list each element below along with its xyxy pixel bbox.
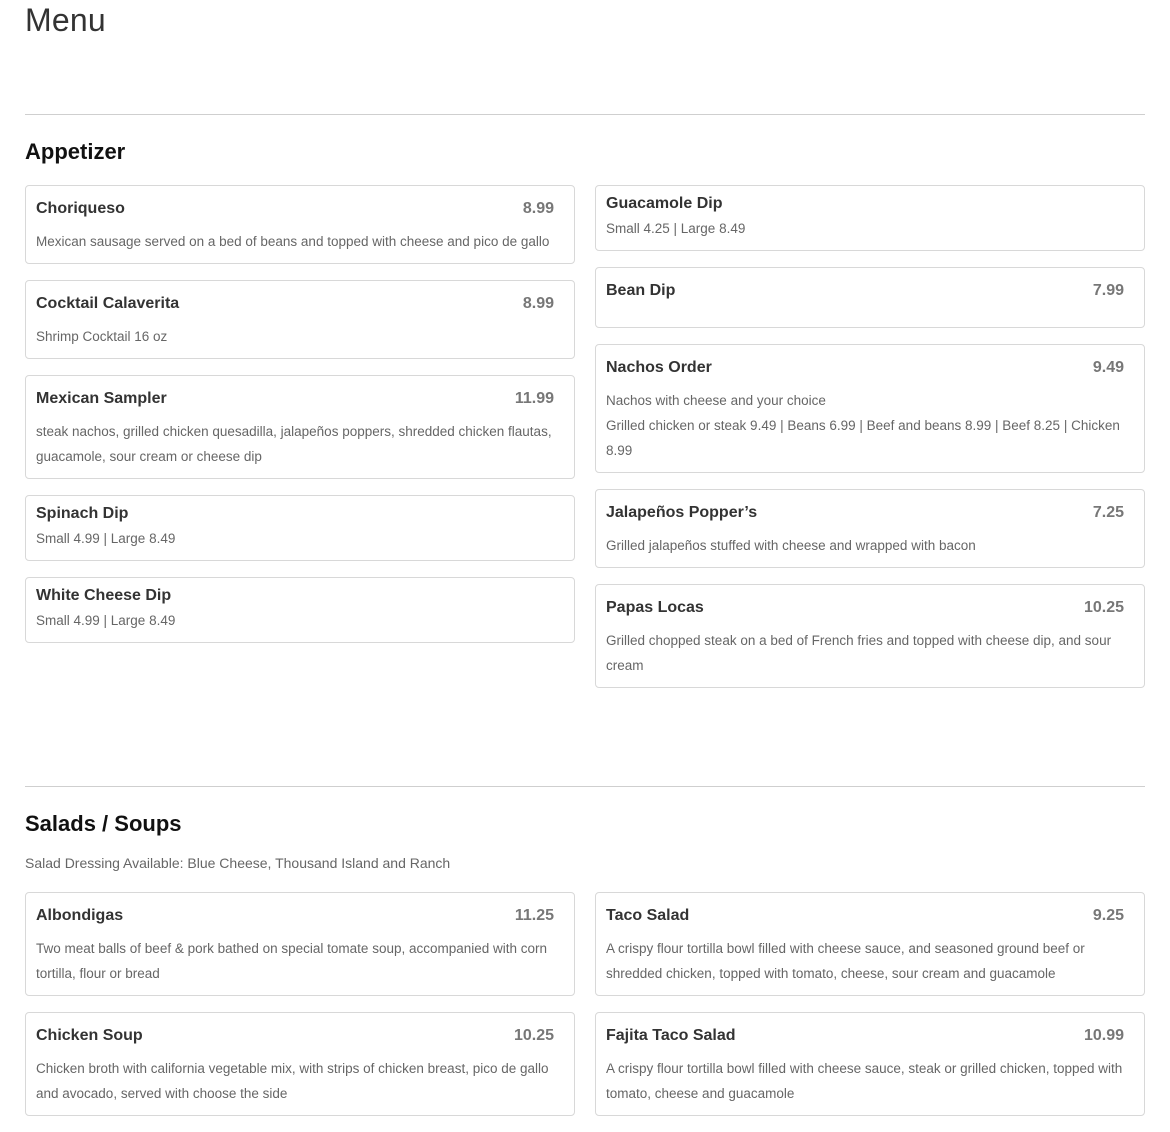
menu-item-header — [36, 584, 554, 608]
section-divider — [25, 114, 1145, 115]
menu-item-name: Fajita Taco Salad — [606, 1027, 736, 1044]
menu-item-price: 9.25 — [1092, 907, 1124, 924]
menu-item-header — [606, 596, 1124, 620]
menu-item-description: Nachos with cheese and your choice — [606, 393, 826, 408]
menu-item-header — [606, 192, 1124, 216]
menu-item-name: Choriqueso — [36, 200, 125, 217]
menu-item-description: Shrimp Cocktail 16 oz — [36, 329, 168, 344]
menu-item-header — [36, 502, 554, 526]
menu-item-description: Grilled chicken or steak 9.49 | Beans 6.99 | Beef and beans 8.99 | Beef 8.25 | Chicken 8.99 — [606, 418, 1120, 458]
menu-item-description: Two meat balls of beef & pork bathed on special tomate soup, accompanied with corn tortilla, flour or bread — [36, 941, 548, 981]
menu-item-card[interactable] — [25, 892, 575, 996]
menu-item-card[interactable] — [25, 495, 575, 561]
section-title-salads-soups: Salads / Soups — [25, 811, 182, 836]
page-title: Menu — [25, 2, 106, 38]
section-title-appetizer: Appetizer — [25, 139, 126, 164]
salads-right-column — [595, 892, 1145, 1132]
menu-item-price: 7.25 — [1092, 504, 1124, 521]
menu-item-header — [606, 356, 1124, 380]
menu-item-name: Papas Locas — [606, 599, 704, 616]
salads-left-column — [25, 892, 575, 1132]
appetizer-left-column — [25, 185, 575, 659]
menu-item-card[interactable] — [25, 577, 575, 643]
menu-item-card[interactable] — [595, 489, 1145, 568]
menu-item-name: Bean Dip — [606, 282, 676, 299]
menu-item-card[interactable] — [595, 1012, 1145, 1116]
menu-item-price: 8.99 — [522, 295, 554, 312]
menu-item-price: 10.99 — [1083, 1027, 1124, 1044]
menu-item-header — [606, 279, 1124, 303]
menu-item-name: Cocktail Calaverita — [36, 295, 180, 312]
appetizer-right-column — [595, 185, 1145, 704]
menu-item-description: Small 4.99 | Large 8.49 — [36, 613, 176, 628]
menu-item-price: 10.25 — [1083, 599, 1124, 616]
menu-item-price: 8.99 — [522, 200, 554, 217]
menu-item-description: Chicken broth with california vegetable mix, with strips of chicken breast, pico de gallo and avocado, served with choose the side — [36, 1061, 549, 1101]
menu-item-name: Spinach Dip — [36, 505, 129, 522]
menu-item-name: Taco Salad — [606, 907, 690, 924]
menu-item-header — [36, 904, 554, 928]
menu-item-description: Grilled chopped steak on a bed of French fries and topped with cheese dip, and sour cream — [606, 633, 1112, 673]
menu-item-header — [606, 904, 1124, 928]
menu-item-header — [36, 292, 554, 316]
menu-item-description: Mexican sausage served on a bed of beans and topped with cheese and pico de gallo — [36, 234, 550, 249]
menu-item-price: 9.49 — [1092, 359, 1124, 376]
menu-item-card[interactable] — [25, 1012, 575, 1116]
menu-item-card[interactable] — [25, 280, 575, 359]
menu-item-price: 11.25 — [514, 907, 554, 924]
menu-item-card[interactable] — [595, 892, 1145, 996]
menu-item-name: Chicken Soup — [36, 1027, 143, 1044]
menu-item-name: White Cheese Dip — [36, 587, 172, 604]
menu-item-name: Nachos Order — [606, 359, 712, 376]
menu-item-description: Small 4.99 | Large 8.49 — [36, 531, 176, 546]
menu-item-header — [606, 501, 1124, 525]
section-divider — [25, 786, 1145, 787]
menu-item-description: Small 4.25 | Large 8.49 — [606, 221, 746, 236]
menu-item-price: 10.25 — [513, 1027, 554, 1044]
section-note: Salad Dressing Available: Blue Cheese, Thousand Island and Ranch — [25, 855, 451, 871]
menu-item-description: A crispy flour tortilla bowl filled with cheese sauce, steak or grilled chicken, topped with tomato, cheese and guacamole — [606, 1061, 1123, 1101]
menu-item-header — [36, 387, 554, 411]
menu-item-name: Jalapeños Popper’s — [606, 504, 758, 521]
menu-item-price: 7.99 — [1092, 282, 1124, 299]
menu-item-header — [36, 197, 554, 221]
menu-item-card[interactable] — [25, 375, 575, 479]
menu-item-card[interactable] — [595, 344, 1145, 473]
menu-item-card[interactable] — [595, 267, 1145, 328]
menu-item-header — [36, 1024, 554, 1048]
menu-item-card[interactable] — [595, 185, 1145, 251]
menu-item-name: Albondigas — [36, 907, 124, 924]
menu-item-description: Grilled jalapeños stuffed with cheese and wrapped with bacon — [606, 538, 976, 553]
menu-item-card[interactable] — [595, 584, 1145, 688]
menu-item-header — [606, 1024, 1124, 1048]
menu-item-name: Mexican Sampler — [36, 390, 167, 407]
menu-item-name: Guacamole Dip — [606, 195, 723, 212]
menu-item-description: A crispy flour tortilla bowl filled with cheese sauce, and seasoned ground beef or shredded chicken, topped with tomato, cheese, sour cream and guacamole — [606, 941, 1085, 981]
menu-item-description: steak nachos, grilled chicken quesadilla, jalapeños poppers, shredded chicken flautas, guacamole, sour cream or cheese dip — [36, 424, 552, 464]
menu-item-price: 11.99 — [514, 390, 554, 407]
menu-item-card[interactable] — [25, 185, 575, 264]
